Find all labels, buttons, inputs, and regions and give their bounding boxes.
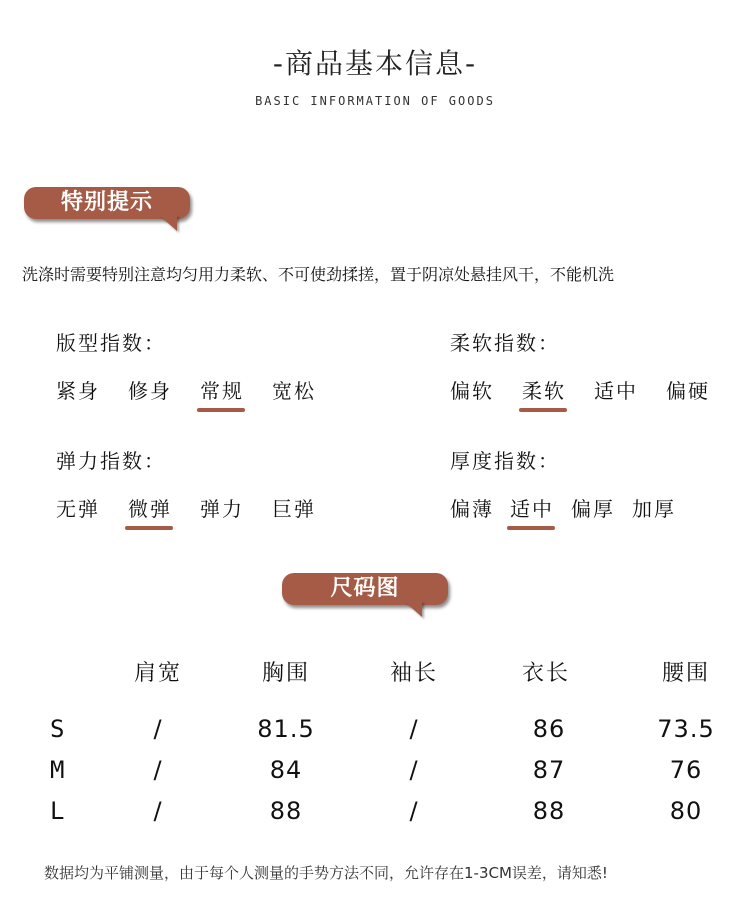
- special-notice-tag: [24, 187, 199, 237]
- softness-option-medium: 适中: [594, 379, 638, 403]
- elasticity-option-stretch: 弹力: [200, 497, 244, 521]
- size-chart-tag-label: 尺码图: [282, 573, 448, 605]
- column-header-length: 衣长: [521, 661, 570, 686]
- page-title: -商品基本信息-: [272, 47, 478, 80]
- elasticity-option-slight-selected: 微弹: [128, 493, 172, 522]
- size-label-s: S: [50, 715, 65, 743]
- column-header-shoulder: 肩宽: [133, 661, 182, 686]
- speech-bubble-tail-icon: [404, 601, 422, 617]
- fit-option-loose: 宽松: [272, 379, 316, 403]
- fit-option-tight: 紧身: [56, 379, 100, 403]
- table-cell: 81.5: [257, 715, 315, 743]
- size-label-l: L: [50, 797, 65, 825]
- page-subtitle: BASIC INFORMATION OF GOODS: [255, 94, 495, 108]
- table-cell: 87: [532, 756, 566, 784]
- table-cell: /: [409, 715, 419, 743]
- size-label-m: M: [50, 756, 65, 784]
- elasticity-option-none: 无弹: [56, 497, 100, 521]
- table-cell: 80: [669, 797, 703, 825]
- measurement-footnote: 数据均为平铺测量，由于每个人测量的手势方法不同，允许存在1-3CM误差，请知悉!: [44, 864, 608, 882]
- table-cell: 76: [669, 756, 703, 784]
- table-cell: /: [153, 715, 163, 743]
- table-cell: /: [409, 797, 419, 825]
- thickness-index-title: 厚度指数：: [450, 449, 560, 473]
- fit-index-title: 版型指数：: [56, 331, 166, 355]
- elasticity-option-high: 巨弹: [272, 497, 316, 521]
- table-cell: 86: [532, 715, 566, 743]
- column-header-sleeve: 袖长: [389, 661, 438, 686]
- speech-bubble-tail-icon: [159, 215, 177, 231]
- table-cell: /: [409, 756, 419, 784]
- softness-option-soft: 偏软: [450, 379, 494, 403]
- elasticity-index-title: 弹力指数：: [56, 449, 166, 473]
- table-cell: 84: [269, 756, 303, 784]
- table-cell: 73.5: [657, 715, 715, 743]
- care-notice-text: 洗涤时需要特别注意均匀用力柔软、不可使劲揉搓，置于阴凉处悬挂风干，不能机洗: [22, 265, 615, 284]
- table-cell: 88: [532, 797, 566, 825]
- softness-option-supple-selected: 柔软: [522, 375, 566, 404]
- thickness-option-extra-thick: 加厚: [632, 497, 676, 521]
- fit-option-regular-selected: 常规: [200, 375, 244, 404]
- column-header-chest: 胸围: [261, 661, 310, 686]
- thickness-option-thick: 偏厚: [571, 497, 615, 521]
- thickness-option-thin: 偏薄: [450, 497, 494, 521]
- table-cell: 88: [269, 797, 303, 825]
- softness-option-stiff: 偏硬: [666, 379, 710, 403]
- table-cell: /: [153, 756, 163, 784]
- special-notice-tag-label: 特别提示: [24, 187, 190, 219]
- thickness-option-medium-selected: 适中: [510, 493, 554, 522]
- softness-index-title: 柔软指数：: [450, 331, 560, 355]
- column-header-waist: 腰围: [661, 661, 710, 686]
- size-chart-tag: [282, 573, 457, 625]
- table-cell: /: [153, 797, 163, 825]
- fit-option-slim: 修身: [128, 379, 172, 403]
